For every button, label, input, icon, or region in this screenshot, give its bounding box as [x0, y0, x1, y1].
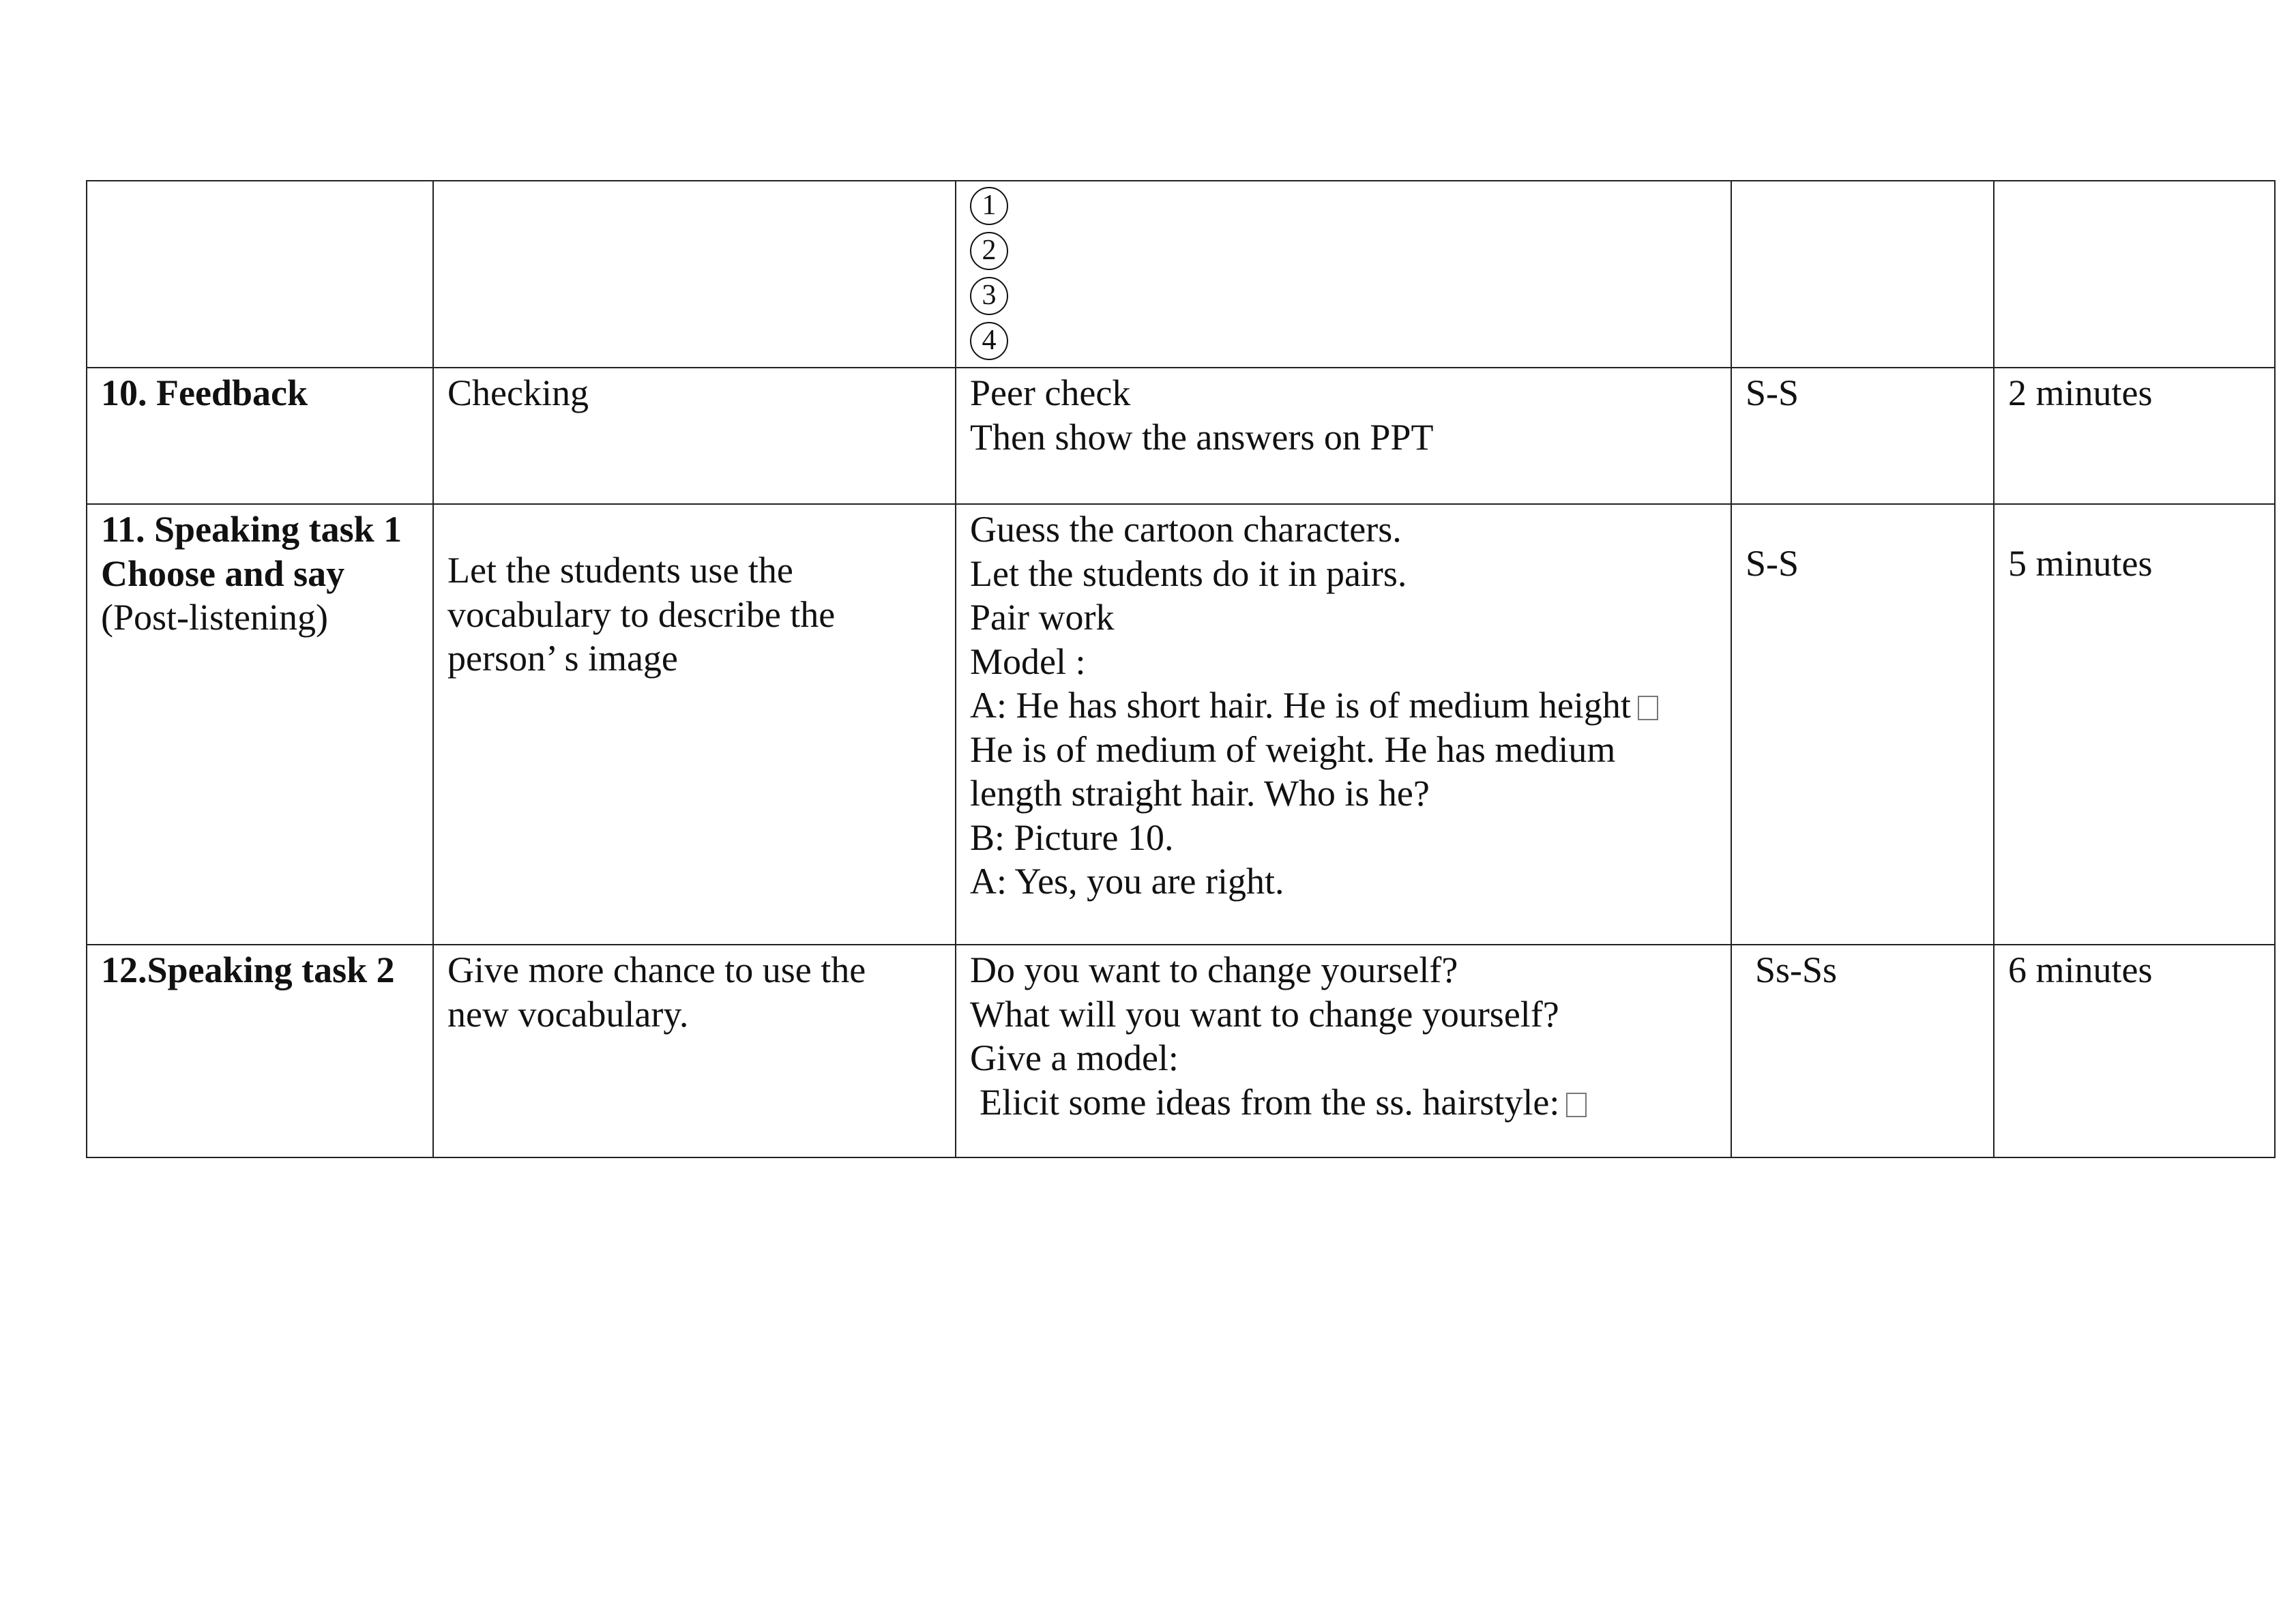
stage-title: 11. Speaking task 1 — [101, 509, 402, 550]
time-text: 5 minutes — [2008, 543, 2153, 584]
table-row — [87, 181, 2275, 368]
aim-text: vocabulary to describe the — [447, 593, 836, 635]
procedure-cell — [956, 181, 1731, 368]
interaction-text: S-S — [1746, 372, 1799, 413]
stage-cell — [87, 504, 433, 945]
aim-text: new vocabulary. — [447, 993, 689, 1035]
stage-title: 10. Feedback — [101, 372, 308, 413]
missing-glyph-box-icon — [1638, 696, 1658, 720]
lesson-plan-table — [86, 180, 2276, 1158]
interaction-cell — [1731, 368, 1994, 504]
procedure-line: What will you want to change yourself? — [970, 993, 1559, 1035]
procedure-line: Do you want to change yourself? — [970, 949, 1458, 990]
circled-number: 1 — [970, 187, 1008, 225]
time-text: 6 minutes — [2008, 949, 2153, 990]
circled-number: 3 — [970, 277, 1008, 315]
procedure-line-with-box — [970, 1080, 1717, 1125]
procedure-line: Model : — [970, 640, 1086, 682]
aim-cell — [433, 504, 956, 945]
table-row — [87, 945, 2275, 1157]
interaction-text: S-S — [1746, 543, 1799, 584]
interaction-cell — [1731, 504, 1994, 945]
stage-note: (Post-listening) — [101, 597, 328, 638]
procedure-cell — [956, 945, 1731, 1157]
interaction-cell — [1731, 181, 1994, 368]
stage-cell — [87, 945, 433, 1157]
aim-cell — [433, 368, 956, 504]
aim-cell — [433, 945, 956, 1157]
time-cell — [1994, 181, 2275, 368]
time-cell — [1994, 945, 2275, 1157]
procedure-cell — [956, 504, 1731, 945]
aim-text: person’ s image — [447, 638, 678, 679]
aim-cell — [433, 181, 956, 368]
time-cell — [1994, 504, 2275, 945]
procedure-line: A: Yes, you are right. — [970, 861, 1284, 902]
circled-number: 2 — [970, 232, 1008, 270]
interaction-cell — [1731, 945, 1994, 1157]
table-row — [87, 368, 2275, 504]
time-text: 2 minutes — [2008, 372, 2153, 413]
procedure-line: Peer check — [970, 372, 1131, 413]
time-cell — [1994, 368, 2275, 504]
stage-subtitle: Choose and say — [101, 552, 345, 594]
procedure-line-with-box — [970, 683, 1717, 728]
aim-text: Give more chance to use the — [447, 949, 866, 990]
stage-cell — [87, 368, 433, 504]
procedure-cell — [956, 368, 1731, 504]
procedure-line: Guess the cartoon characters. — [970, 509, 1402, 550]
aim-text: Let the students use the — [447, 550, 793, 591]
aim-text: Checking — [447, 372, 589, 413]
stage-title: 12.Speaking task 2 — [101, 949, 395, 990]
procedure-line: Let the students do it in pairs. — [970, 552, 1407, 594]
circled-number: 4 — [970, 322, 1008, 360]
procedure-line: length straight hair. Who is he? — [970, 773, 1430, 814]
procedure-line: B: Picture 10. — [970, 816, 1174, 858]
procedure-line: Then show the answers on PPT — [970, 416, 1434, 458]
interaction-text: Ss-Ss — [1755, 949, 1838, 990]
procedure-line: He is of medium of weight. He has medium — [970, 728, 1616, 770]
stage-cell — [87, 181, 433, 368]
procedure-line: Pair work — [970, 597, 1115, 638]
missing-glyph-box-icon — [1566, 1093, 1587, 1117]
procedure-line: Give a model: — [970, 1037, 1179, 1078]
procedure-line-text: Elicit some ideas from the ss. hairstyle: — [980, 1081, 1560, 1123]
procedure-line-text: A: He has short hair. He is of medium height — [970, 685, 1631, 726]
table-row — [87, 504, 2275, 945]
